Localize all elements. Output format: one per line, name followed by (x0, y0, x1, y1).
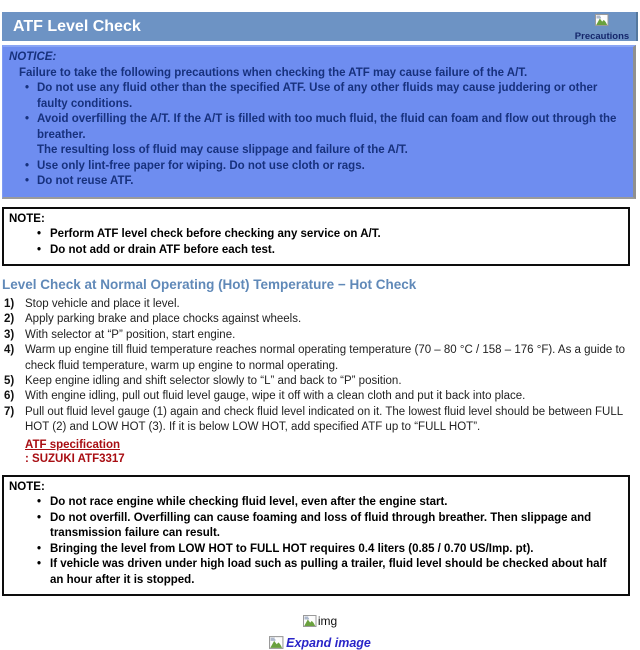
note-title: NOTE: (9, 480, 45, 493)
step-text: With selector at “P” position, start engine. (25, 328, 236, 341)
step-number: 1) (4, 298, 15, 310)
image-placeholder-icon (303, 614, 317, 628)
image-placeholder: img (303, 614, 337, 628)
notice-bullet: • Do not reuse ATF. (25, 174, 625, 190)
figure-area (0, 614, 640, 650)
step-number: 2) (4, 313, 15, 326)
step-number: 3) (4, 328, 15, 341)
page-header (2, 12, 638, 41)
step-item (4, 328, 640, 343)
step-item (4, 312, 640, 327)
step-item (4, 405, 640, 436)
step-text: Pull out fluid level gauge (1) again and check fluid level indicated on it. The lowest fluid level should be between FULL HOT (2) and LOW HOT (3). If it is below LOW HOT, add specified ATF up to “FULL HOT”. (25, 405, 623, 434)
precautions-button[interactable] (571, 13, 633, 42)
step-number: 6) (4, 390, 15, 403)
procedure-steps (4, 297, 640, 436)
step-text: Stop vehicle and place it level. (25, 298, 180, 310)
expand-image-link[interactable]: Expand image (269, 635, 371, 650)
precautions-icon (595, 13, 609, 26)
note-bullet: • Perform ATF level check before checking any service on A/T. (37, 227, 620, 243)
step-item (4, 297, 640, 312)
notice-bullet: • Avoid overfilling the A/T. If the A/T is filled with too much fluid, the fluid can foam and flow out through the breather. (25, 112, 625, 143)
notice-bullet: • Use only lint-free paper for wiping. Do not use cloth or rags. (25, 159, 625, 175)
notice-intro: Failure to take the following precautions when checking the ATF may cause failure of the A/T. (19, 66, 528, 79)
atf-specification (25, 438, 640, 467)
note-bullet: • Do not overfill. Overfilling can cause foaming and loss of fluid through breather. Then slippage and transmission failure can result. (37, 511, 620, 542)
step-number: 4) (4, 344, 15, 357)
notice-bullet-subtext: The resulting loss of fluid may cause slippage and failure of the A/T. (37, 144, 408, 156)
atf-specification-label: ATF specification (25, 438, 120, 451)
step-item (4, 389, 640, 404)
section-heading: Level Check at Normal Operating (Hot) Temperature − Hot Check (2, 277, 417, 292)
step-number: 5) (4, 375, 15, 388)
step-text: Apply parking brake and place chocks against wheels. (25, 313, 302, 326)
step-text: Keep engine idling and shift selector slowly to “L” and back to “P” position. (25, 375, 402, 388)
step-number: 7) (4, 405, 15, 418)
step-text: With engine idling, pull out fluid level gauge, wipe it off with a clean cloth and put it back into place. (25, 390, 526, 403)
note-bullet: • Bringing the level from LOW HOT to FULL HOT requires 0.4 liters (0.85 / 0.70 US/Imp. pt). (37, 542, 620, 558)
note-bullet: • Do not add or drain ATF before each test. (37, 243, 620, 259)
step-item (4, 343, 640, 374)
expand-image-icon (269, 635, 284, 650)
notice-bullet: • Do not use any fluid other than the specified ATF. Use of any other fluids may cause juddering or other faulty conditions. (25, 81, 625, 112)
note-box-1 (2, 207, 630, 267)
notice-title: NOTICE: (9, 51, 57, 63)
step-text: Warm up engine till fluid temperature reaches normal operating temperature (70 – 80 °C / 158 – 176 °F). As a guide to check fluid temperature, warm up engine to normal operating. (25, 344, 626, 372)
note-title: NOTE: (9, 212, 45, 225)
page-title: ATF Level Check (13, 18, 141, 35)
notice-box (2, 45, 636, 199)
note-bullet: • If vehicle was driven under high load such as pulling a trailer, fluid level should be checked about half an hour after it is stopped. (37, 557, 620, 588)
note-bullet: • Do not race engine while checking fluid level, even after the engine start. (37, 495, 620, 511)
note-box-2 (2, 475, 630, 597)
precautions-label: Precautions (574, 31, 630, 42)
atf-specification-value: : SUZUKI ATF3317 (25, 453, 125, 466)
step-item (4, 374, 640, 389)
